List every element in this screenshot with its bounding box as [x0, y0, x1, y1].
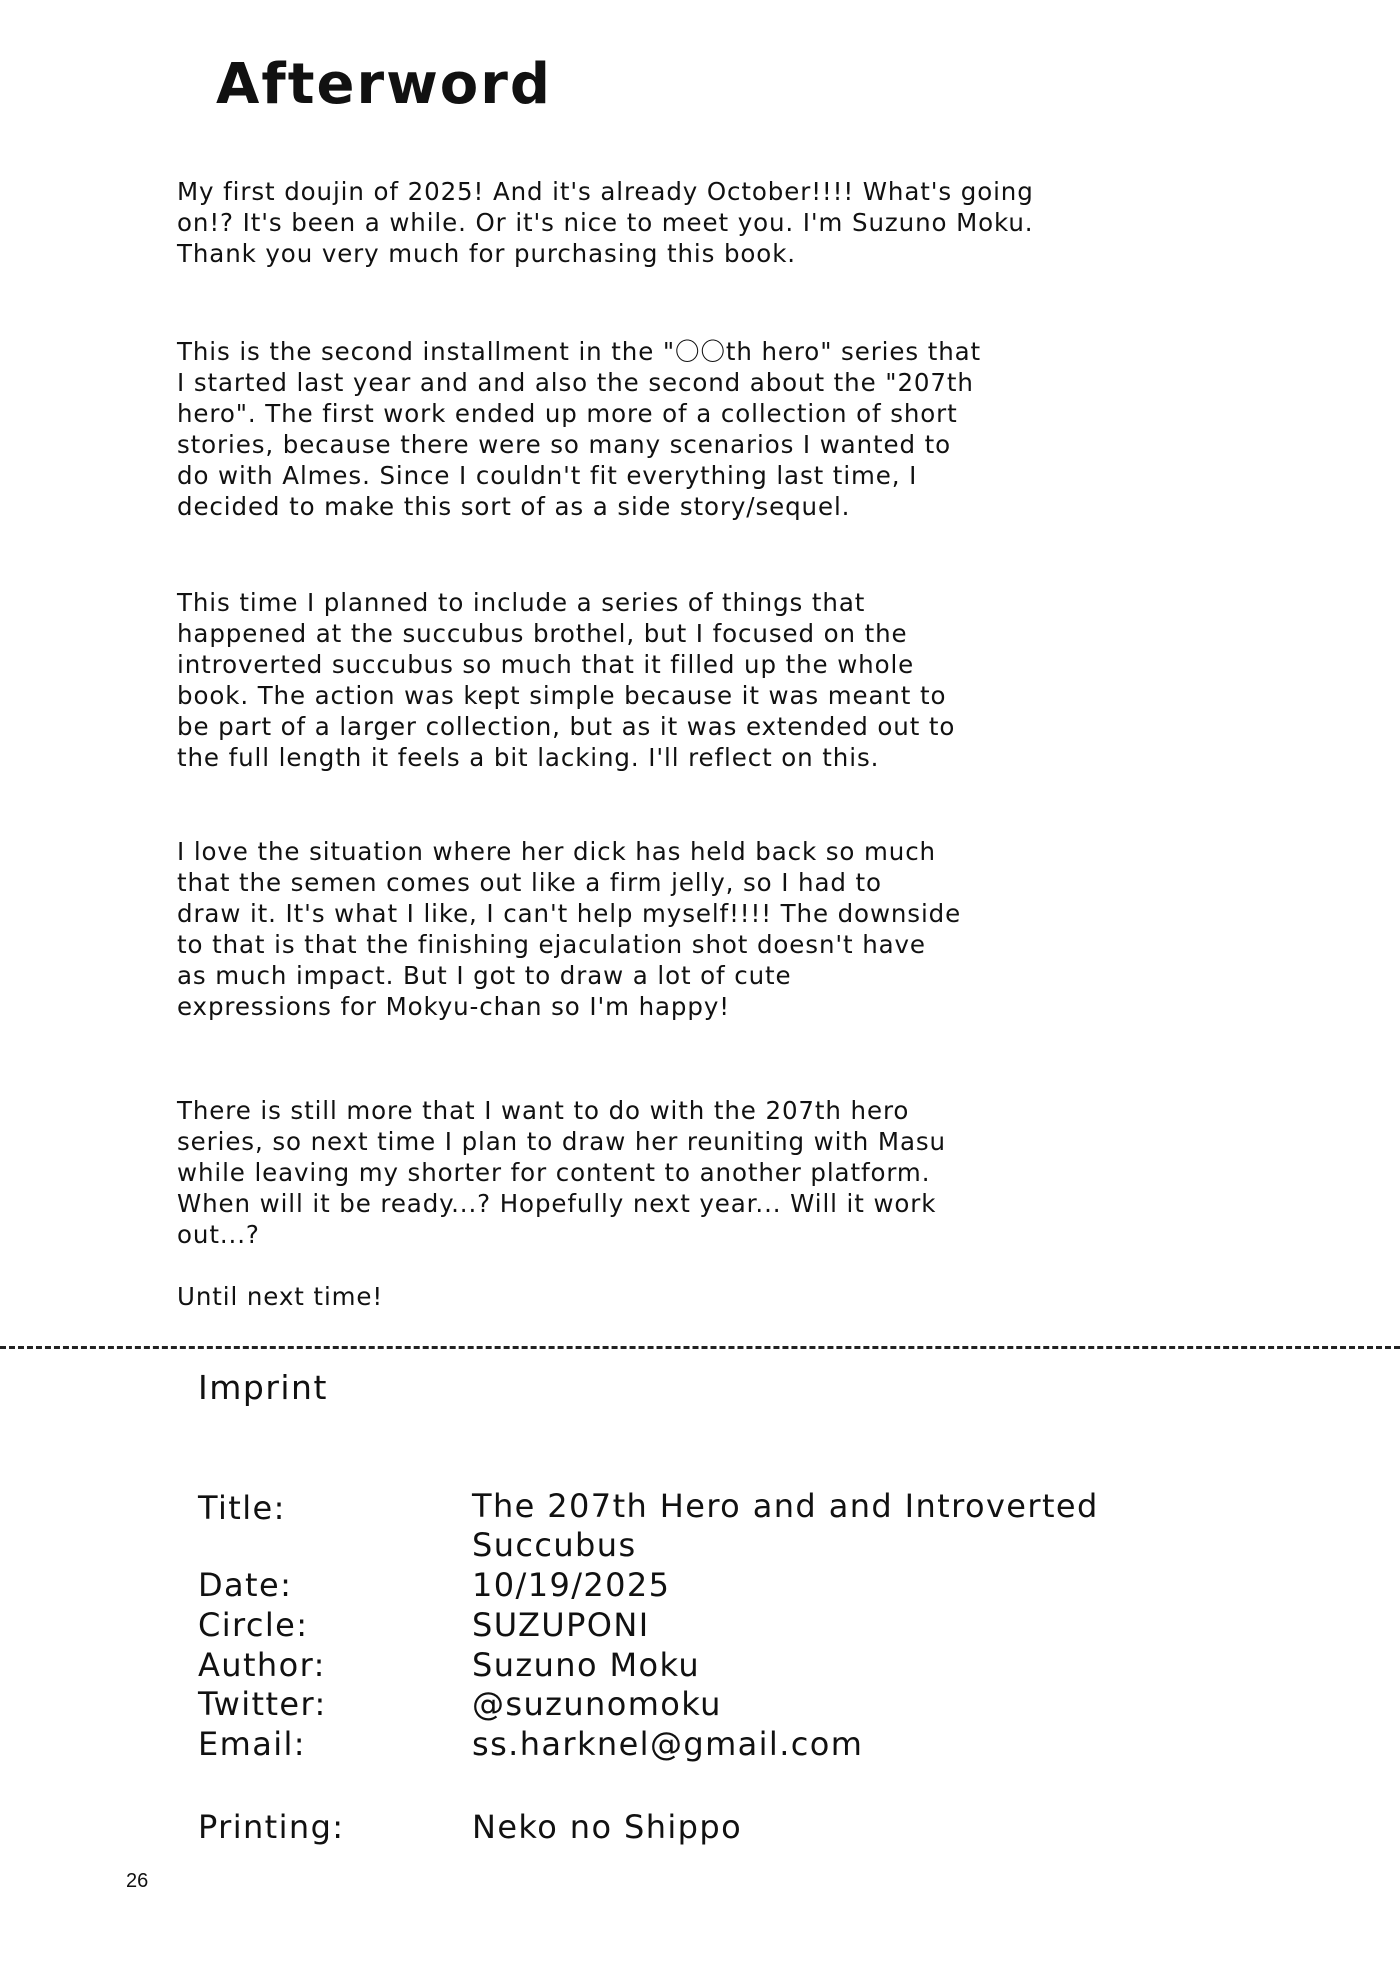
- imprint-value: [472, 1487, 1099, 1565]
- text-line: This time I planned to include a series of things that: [177, 588, 866, 617]
- imprint-label: Title:: [198, 1489, 286, 1527]
- text-line: expressions for Mokyu-chan so I'm happy!: [177, 992, 730, 1021]
- imprint-value: 10/19/2025: [472, 1566, 671, 1604]
- twitter-handle: @suzunomoku: [472, 1685, 722, 1723]
- text-line: Thank you very much for purchasing this book.: [177, 239, 796, 268]
- imprint-label: Email:: [198, 1725, 306, 1763]
- paragraph-likes: [177, 836, 961, 1022]
- imprint-label: Printing:: [198, 1808, 345, 1846]
- text-line: There is still more that I want to do with the 207th hero: [177, 1096, 910, 1125]
- text-line: introverted succubus so much that it filled up the whole: [177, 650, 915, 679]
- text-line: do with Almes. Since I couldn't fit everything last time, I: [177, 461, 918, 490]
- blank-line: [177, 1250, 946, 1281]
- text-line: to that is that the finishing ejaculation shot doesn't have: [177, 930, 926, 959]
- text-line: series, so next time I plan to draw her reuniting with Masu: [177, 1127, 946, 1156]
- imprint-label: Author:: [198, 1646, 326, 1684]
- text-line: draw it. It's what I like, I can't help myself!!!! The downside: [177, 899, 962, 928]
- text-line: while leaving my shorter for content to another platform.: [177, 1158, 931, 1187]
- text-line: book. The action was kept simple because it was meant to: [177, 681, 947, 710]
- page-heading: Afterword: [216, 52, 552, 117]
- text-line: be part of a larger collection, but as it was extended out to: [177, 712, 956, 741]
- dashed-divider: [0, 1346, 1400, 1349]
- text-line: I love the situation where her dick has held back so much: [177, 837, 936, 866]
- text-line: My first doujin of 2025! And it's already October!!!! What's going: [177, 177, 1034, 206]
- imprint-value: Neko no Shippo: [472, 1808, 743, 1846]
- imprint-label: Circle:: [198, 1606, 309, 1644]
- text-line: happened at the succubus brothel, but I focused on the: [177, 619, 908, 648]
- text-line: decided to make this sort of as a side story/sequel.: [177, 492, 851, 521]
- value-line: The 207th Hero and and Introverted: [472, 1487, 1099, 1525]
- imprint-value: Suzuno Moku: [472, 1646, 701, 1684]
- paragraph-plan: [177, 587, 955, 773]
- paragraph-intro: [177, 176, 1034, 269]
- imprint-label: Twitter:: [198, 1685, 327, 1723]
- text-line: out...?: [177, 1220, 260, 1249]
- page-number: 26: [126, 1870, 149, 1892]
- text-line: stories, because there were so many scenarios I wanted to: [177, 430, 952, 459]
- imprint-value: SUZUPONI: [472, 1606, 650, 1644]
- text-line: on!? It's been a while. Or it's nice to meet you. I'm Suzuno Moku.: [177, 208, 1034, 237]
- text-line: the full length it feels a bit lacking. I'll reflect on this.: [177, 743, 880, 772]
- text-line: When will it be ready...? Hopefully next year... Will it work: [177, 1189, 937, 1218]
- text-line: as much impact. But I got to draw a lot of cute: [177, 961, 792, 990]
- text-line: hero". The first work ended up more of a collection of short: [177, 399, 958, 428]
- imprint-label: Date:: [198, 1566, 293, 1604]
- email-address: ss.harknel@gmail.com: [472, 1725, 864, 1763]
- text-line: I started last year and and also the second about the "207th: [177, 368, 974, 397]
- closing-line: Until next time!: [177, 1282, 384, 1311]
- imprint-heading: Imprint: [198, 1368, 328, 1407]
- paragraph-next: [177, 1095, 946, 1312]
- text-line: that the semen comes out like a firm jelly, so I had to: [177, 868, 882, 897]
- value-line: Succubus: [472, 1526, 637, 1564]
- text-line: This is the second installment in the "〇〇th hero" series that: [177, 337, 982, 366]
- paragraph-series: [177, 336, 981, 522]
